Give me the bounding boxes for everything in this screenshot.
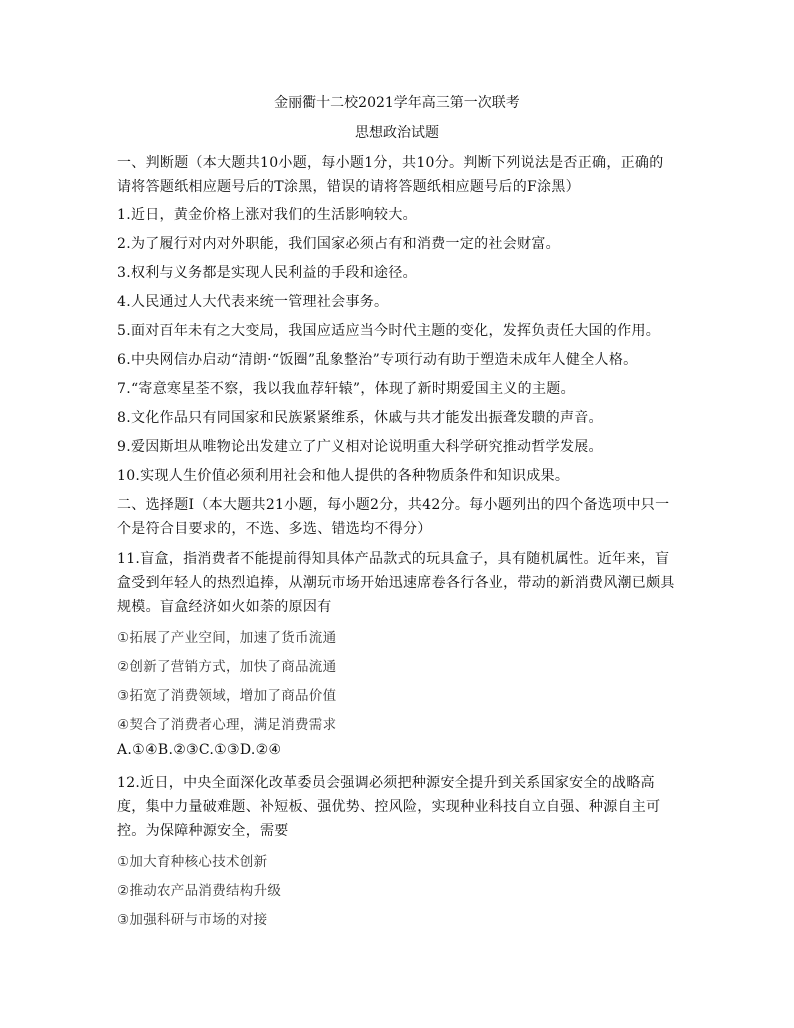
q11-stem-line2: 盒受到年轻人的热烈追捧，从潮玩市场开始迅速席卷各行各业，带动的新消费风潮已颇具 [117, 575, 675, 591]
q11-option-3: ③拓宽了消费领域，增加了商品价值 [117, 688, 337, 704]
judgment-item-8: 8.文化作品只有同国家和民族紧紧维系，休戚与共才能发出振聋发聩的声音。 [117, 410, 603, 426]
section2-heading-line1: 二、选择题I（本大题共21小题，每小题2分，共42分。每小题列出的四个备选项中只一 [117, 497, 670, 513]
judgment-item-5: 5.面对百年未有之大变局，我国应适应当今时代主题的变化，发挥负责任大国的作用。 [117, 323, 661, 339]
judgment-item-10: 10.实现人生价值必须利用社会和他人提供的各种物质条件和知识成果。 [117, 468, 570, 484]
q12-stem-line3: 控。为保障种源安全，需要 [117, 823, 289, 839]
judgment-item-7: 7.“寄意寒星荃不察，我以我血荐轩辕”，体现了新时期爱国主义的主题。 [117, 381, 575, 397]
q11-stem-line1: 11.盲盒，指消费者不能提前得知具体产品款式的玩具盒子，具有随机属性。近年来，盲 [117, 551, 670, 567]
q11-option-4: ④契合了消费者心理，满足消费需求 [117, 717, 337, 733]
q11-option-1: ①拓展了产业空间，加速了货币流通 [117, 630, 337, 646]
judgment-item-3: 3.权利与义务都是实现人民利益的手段和途径。 [117, 265, 417, 281]
q12-stem-line1: 12.近日，中央全面深化改革委员会强调必须把种源安全提升到关系国家安全的战略高 [117, 775, 655, 791]
exam-title: 金丽衢十二校2021学年高三第一次联考 [274, 95, 520, 111]
q12-stem-line2: 度，集中力量破难题、补短板、强优势、控风险，实现种业科技自立自强、种源自主可 [117, 799, 661, 815]
exam-subtitle: 思想政治试题 [355, 125, 439, 141]
section1-heading-line1: 一、判断题（本大题共10小题，每小题1分，共10分。判断下列说法是否正确，正确的 [117, 155, 664, 171]
judgment-item-9: 9.爱因斯坦从唯物论出发建立了广义相对论说明重大科学研究推动哲学发展。 [117, 439, 603, 455]
judgment-item-2: 2.为了履行对内对外职能，我们国家必须占有和消费一定的社会财富。 [117, 236, 560, 252]
q11-answer-choices: A.①④B.②③C.①③D.②④ [117, 742, 282, 758]
section2-heading-line2: 个是符合目要求的，不选、多选、错选均不得分） [117, 521, 432, 537]
q12-option-3: ③加强科研与市场的对接 [117, 912, 268, 928]
q12-option-1: ①加大育种核心技术创新 [117, 854, 268, 870]
judgment-item-4: 4.人民通过人大代表来统一管理社会事务。 [117, 294, 389, 310]
q11-option-2: ②创新了营销方式，加快了商品流通 [117, 659, 337, 675]
judgment-item-6: 6.中央网信办启动“清朗·“饭圈”乱象整治”专项行动有助于塑造未成年人健全人格。 [117, 352, 638, 368]
q11-stem-line3: 规模。盲盒经济如火如荼的原因有 [117, 599, 332, 615]
section1-heading-line2: 请将答题纸相应题号后的T涂黑，错误的请将答题纸相应题号后的F涂黑） [117, 179, 580, 195]
judgment-item-1: 1.近日，黄金价格上涨对我们的生活影响较大。 [117, 207, 417, 223]
q12-option-2: ②推动农产品消费结构升级 [117, 883, 282, 899]
